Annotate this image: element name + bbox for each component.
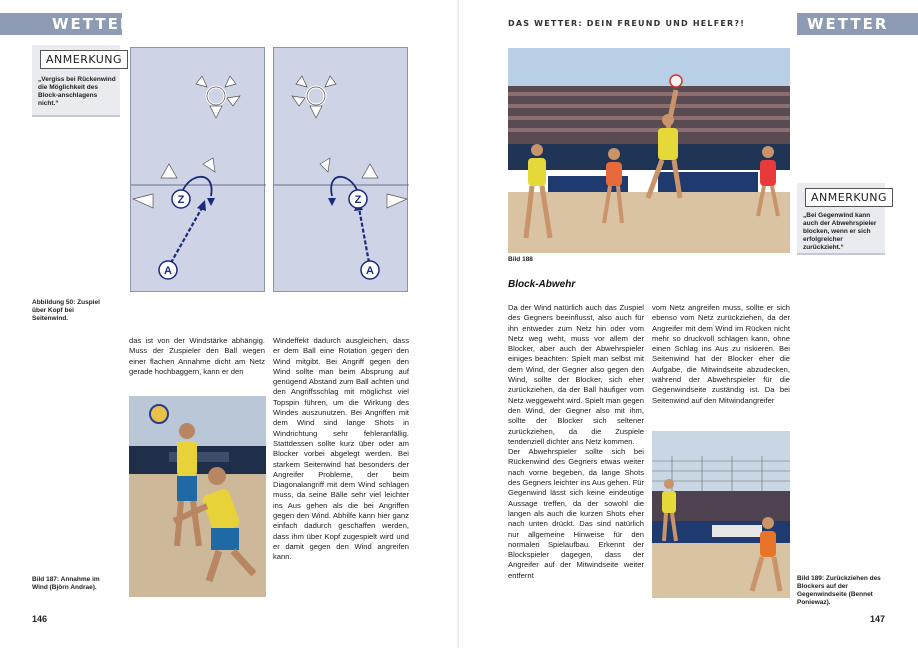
diagram-right-drawing <box>274 48 409 293</box>
body-column-2 <box>652 303 790 406</box>
section-header-band <box>0 13 134 35</box>
note-box <box>32 45 123 117</box>
photo-blocker-retreat <box>652 431 790 598</box>
setter-label: Z <box>177 194 185 206</box>
diagram-left-drawing <box>131 48 266 293</box>
body-column-1 <box>129 336 265 377</box>
section-header-band <box>797 13 918 35</box>
photo-caption: Bild 188 <box>508 256 533 263</box>
note-box <box>797 183 888 255</box>
photo-block-jump <box>508 48 790 253</box>
note-title: ANMERKUNG <box>40 50 128 69</box>
note-title: ANMERKUNG <box>805 188 893 207</box>
body-paragraph: das ist von der Windstärke abhängig. Muss der Zuspieler den Ball wegen einer flachen Annahme dicht am Netz gerade hochbaggern, kann er den <box>129 336 265 376</box>
section-header-label: WETTER <box>807 15 889 33</box>
body-paragraph: Windeffekt dadurch ausgleichen, dass er dem Ball eine Rotation gegen den Wind mitgibt. Bei Angriff gegen den Wind sollte man beim Absprung auf genügend Abstand zum Ball achten und den Angriffsschlag mit möglichst viel Topspin führen, um die Wirkung des Windes auszunutzen. Bei Angriffen mit dem Wind sind lange Shots in Windrichtung sehr fehleranfällig. Stattdessen sollte kurz über oder am Blocker vorbei abgelegt werden. Bei starkem Seitenwind hat besonders der Angreifer Probleme, der beim Diagonalangriff mit dem Wind schlagen muss, da seine Bälle sehr viel leichter ins Aus gehen als die bei Angriffen gegen den Wind. Abhilfe kann hier ganz einfach dadurch geschaffen werden, dass ihm über Kopf zugespielt wird und er damit gegen den Wind angreifen kann. <box>273 336 409 562</box>
section-title: Block-Abwehr <box>508 279 576 290</box>
section-header-label: WETTER <box>52 15 134 33</box>
body-paragraph: vom Netz angreifen muss, sollte er sich ebenso vom Netz zurückziehen, da der Angreifer mit dem Wind im Rücken nicht mehr so druckvoll schlagen kann, ohne einen Schlag ins Aus zu riskieren. Bei Seitenwind hat der Blocker eher die Aufgabe, die Mitwindseite abzudecken, während der Abwehrspieler für die Gegenwindseite zuständig ist. Da bei Seitenwind auf den Mitwindangreifer <box>652 303 790 405</box>
page-number: 146 <box>32 614 48 624</box>
right-page <box>459 0 918 648</box>
photo-reception-in-wind <box>129 396 266 597</box>
page-number: 147 <box>870 614 886 624</box>
body-paragraph: Da der Wind natürlich auch das Zuspiel des Gegners beeinflusst, also auch für ihn entweder zum Netz hin oder vom Netz weg weht, muss vor allem der Blocker, aber auch der Abwehrspieler einiges beachten: Spielt man selbst mit dem Wind, der Gegner also gegen den Wind, sollte der Blocker, sich eher zurückziehen, da der Ball häufiger vom Netz weggeweht wird. Spielt man gegen den Wind, der Gegner also mit ihm, sollte der Blocker sich seltener zurückziehen, da die Zuspiele tendenziell dichter ans Netz kommen. <box>508 303 644 446</box>
running-head: DAS WETTER: DEIN FREUND UND HELFER?! <box>508 19 746 28</box>
diagram-caption: Abbildung 50: Zuspiel über Kopf bei Seitenwind. <box>32 299 100 322</box>
photo-caption: Bild 189: Zurückziehen des Blockers auf der Gegenwindseite (Bennet Poniewaz). <box>797 575 881 606</box>
wind-direction-icon <box>292 76 336 118</box>
setter-label: Z <box>354 194 362 206</box>
diagram-court-right <box>273 47 408 292</box>
receiver-label: A <box>366 265 374 277</box>
diagram-court-left <box>130 47 265 292</box>
note-text: „Bei Gegenwind kann auch der Abwehrspieler blocken, wenn er sich erfolgreicher zurückzieht.“ <box>803 212 877 251</box>
body-paragraph: Der Abwehrspieler sollte sich bei Rückenwind des Gegners etwas weiter nach vorne begeben, da lange Shots des Gegners leichter ins Aus gehen. Für Gegenwind lässt sich keine eindeutige Aussage treffen, da der sowohl die langen als auch die kurzen Shots eher nach unten drückt. Das sind natürlich nur allgemeine Hinweise für den normalen Spielaufbau. Erkennt der Blockspieler dagegen, dass der Angreifer auf der Mitwindseite weiter entfernt <box>508 447 644 580</box>
photo-caption: Bild 187: Annahme im Wind (Björn Andrae). <box>32 576 100 591</box>
body-column-2 <box>273 336 409 563</box>
receiver-label: A <box>164 265 172 277</box>
wind-direction-icon <box>196 76 240 118</box>
note-text: „Vergiss bei Rückenwind die Möglichkeit des Block-anschlagens nicht.“ <box>38 76 116 107</box>
body-column-1 <box>508 303 644 581</box>
